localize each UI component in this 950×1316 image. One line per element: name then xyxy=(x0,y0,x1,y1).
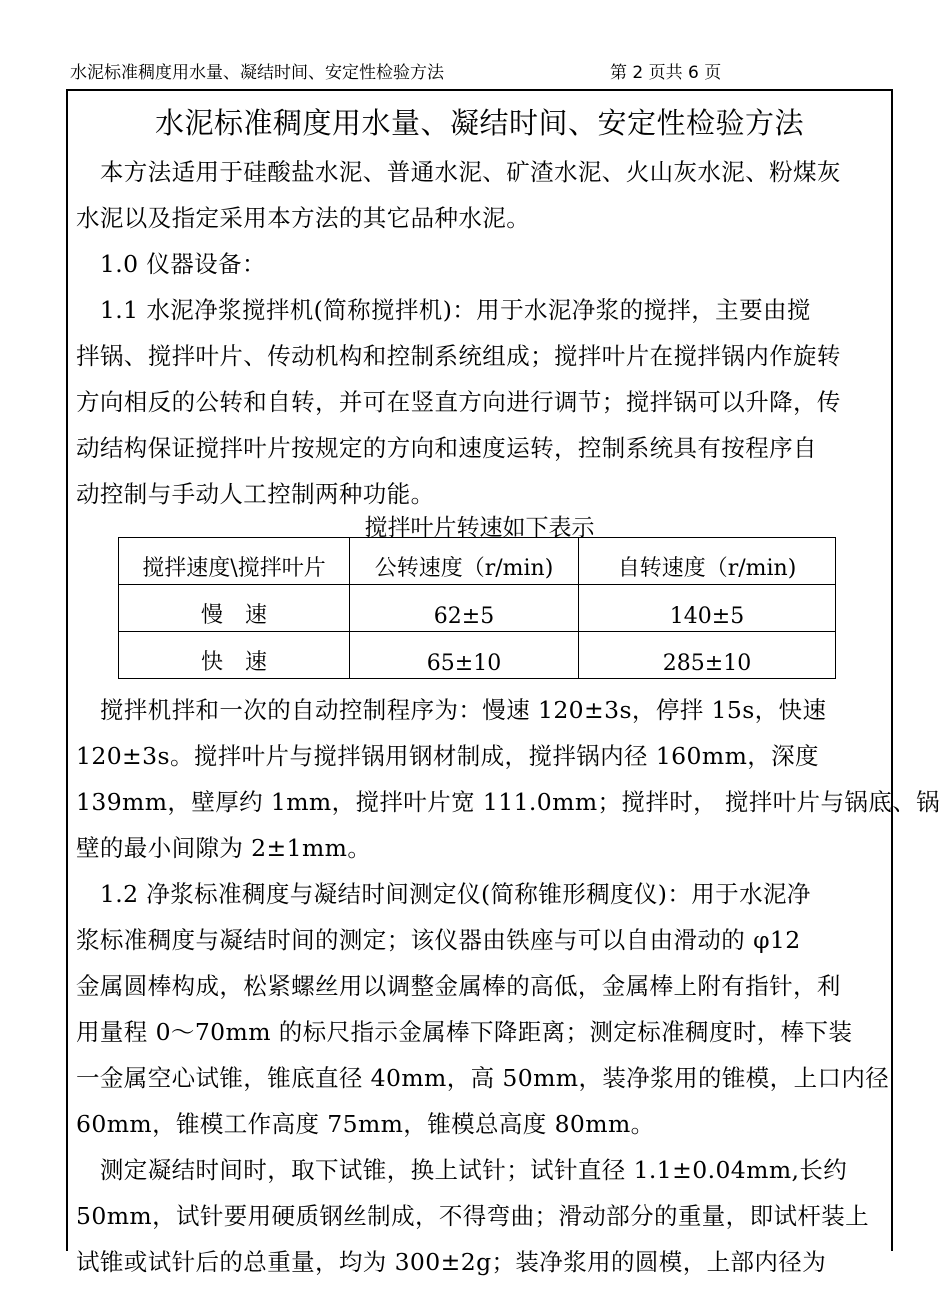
paragraph-line: 动控制与手动人工控制两种功能。 xyxy=(76,480,435,508)
table-cell: 285±10 xyxy=(579,632,836,679)
page-header xyxy=(70,58,722,83)
table-row xyxy=(119,585,836,632)
paragraph-line: 测定凝结时间时，取下试锥，换上试针；试针直径 1.1±0.04mm,长约 xyxy=(76,1156,848,1184)
table-cell: 慢 速 xyxy=(119,585,350,632)
table-header-row xyxy=(119,538,836,585)
table-cell: 快 速 xyxy=(119,632,350,679)
page-number: 第 2 页共 6 页 xyxy=(610,63,722,83)
speed-table xyxy=(118,537,836,679)
table-cell: 140±5 xyxy=(579,585,836,632)
header-title: 水泥标准稠度用水量、凝结时间、安定性检验方法 xyxy=(70,63,444,83)
section-heading: 1.0 仪器设备： xyxy=(76,250,266,278)
paragraph-line: 试锥或试针后的总重量，均为 300±2g；装净浆用的圆模，上部内径为 xyxy=(76,1248,827,1276)
paragraph-line: 搅拌机拌和一次的自动控制程序为：慢速 120±3s，停拌 15s，快速 xyxy=(76,696,827,724)
document-title: 水泥标准稠度用水量、凝结时间、安定性检验方法 xyxy=(154,106,804,140)
paragraph-line: 50mm，试针要用硬质钢丝制成，不得弯曲；滑动部分的重量，即试杆装上 xyxy=(76,1202,870,1230)
paragraph-line: 1.2 净浆标准稠度与凝结时间测定仪(简称锥形稠度仪)：用于水泥净 xyxy=(76,880,811,908)
paragraph-line: 本方法适用于硅酸盐水泥、普通水泥、矿渣水泥、火山灰水泥、粉煤灰 xyxy=(76,158,841,186)
paragraph-line: 方向相反的公转和自转，并可在竖直方向进行调节；搅拌锅可以升降，传 xyxy=(76,388,841,416)
table-caption: 搅拌叶片转速如下表示 xyxy=(364,515,595,541)
paragraph-line: 139mm，壁厚约 1mm，搅拌叶片宽 111.0mm；搅拌时， 搅拌叶片与锅底、锅 xyxy=(76,788,940,816)
paragraph-line: 动结构保证搅拌叶片按规定的方向和速度运转，控制系统具有按程序自 xyxy=(76,434,817,462)
paragraph-line: 一金属空心试锥，锥底直径 40mm，高 50mm，装净浆用的锥模，上口内径 xyxy=(76,1064,890,1092)
table-row xyxy=(119,632,836,679)
paragraph-line: 金属圆棒构成，松紧螺丝用以调整金属棒的高低，金属棒上附有指针，利 xyxy=(76,972,841,1000)
paragraph-line: 60mm，锥模工作高度 75mm，锥模总高度 80mm。 xyxy=(76,1110,655,1138)
paragraph-line: 壁的最小间隙为 2±1mm。 xyxy=(76,834,372,862)
table-cell: 65±10 xyxy=(350,632,579,679)
paragraph-line: 120±3s。搅拌叶片与搅拌锅用钢材制成，搅拌锅内径 160mm，深度 xyxy=(76,742,819,770)
paragraph-line: 用量程 0～70mm 的标尺指示金属棒下降距离；测定标准稠度时，棒下装 xyxy=(76,1018,853,1046)
table-cell: 62±5 xyxy=(350,585,579,632)
table-header-cell: 公转速度（r/min) xyxy=(350,538,579,585)
document-frame xyxy=(66,89,940,1276)
paragraph-line: 1.1 水泥净浆搅拌机(简称搅拌机)：用于水泥净浆的搅拌，主要由搅 xyxy=(76,296,811,324)
paragraph-line: 水泥以及指定采用本方法的其它品种水泥。 xyxy=(76,204,531,232)
table-header-cell: 自转速度（r/min) xyxy=(579,538,836,585)
paragraph-line: 拌锅、搅拌叶片、传动机构和控制系统组成；搅拌叶片在搅拌锅内作旋转 xyxy=(76,342,841,370)
table-header-cell: 搅拌速度\搅拌叶片 xyxy=(119,538,350,585)
paragraph-line: 浆标准稠度与凝结时间的测定；该仪器由铁座与可以自由滑动的 φ12 xyxy=(76,926,801,954)
